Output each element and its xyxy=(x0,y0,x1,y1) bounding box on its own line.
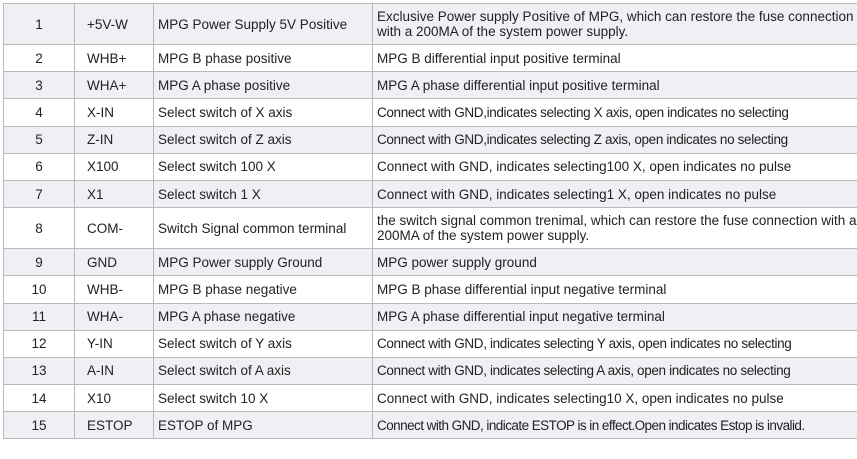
pin-number: 5 xyxy=(4,126,75,153)
pin-function: Switch Signal common terminal xyxy=(154,208,373,249)
pin-description: Connect with GND,indicates selecting X axis, open indicates no selecting xyxy=(373,99,857,126)
pin-number: 2 xyxy=(4,45,75,72)
signal-name: +5V-W xyxy=(75,4,154,45)
pin-number: 6 xyxy=(4,153,75,180)
pin-number: 14 xyxy=(4,385,75,412)
signal-name: WHB- xyxy=(75,276,154,303)
pin-function: Select switch 1 X xyxy=(154,180,373,207)
pin-function: Select switch of X axis xyxy=(154,99,373,126)
pin-function: Select switch 100 X xyxy=(154,153,373,180)
signal-name: X10 xyxy=(75,385,154,412)
signal-name: WHB+ xyxy=(75,45,154,72)
pin-function: Select switch 10 X xyxy=(154,385,373,412)
pin-number: 12 xyxy=(4,330,75,357)
signal-name: Y-IN xyxy=(75,330,154,357)
table-row xyxy=(4,385,857,412)
pin-description: MPG A phase differential input negative terminal xyxy=(373,303,857,330)
pin-description: Connect with GND, indicate ESTOP is in effect.Open indicates Estop is invalid. xyxy=(373,412,857,439)
table-row xyxy=(4,180,857,207)
pin-number: 1 xyxy=(4,4,75,45)
pin-function: Select switch of Y axis xyxy=(154,330,373,357)
pin-description: MPG A phase differential input positive terminal xyxy=(373,72,857,99)
signal-name: ESTOP xyxy=(75,412,154,439)
pin-description: Connect with GND, indicates selecting100 X, open indicates no pulse xyxy=(373,153,857,180)
pin-description: MPG B differential input positive terminal xyxy=(373,45,857,72)
pin-function: MPG A phase negative xyxy=(154,303,373,330)
table-row xyxy=(4,4,857,45)
pin-number: 7 xyxy=(4,180,75,207)
pin-description: Connect with GND, indicates selecting10 X, open indicates no pulse xyxy=(373,385,857,412)
pin-definition-table xyxy=(3,3,857,439)
pin-number: 9 xyxy=(4,249,75,276)
pin-number: 3 xyxy=(4,72,75,99)
pin-function: ESTOP of MPG xyxy=(154,412,373,439)
signal-name: X100 xyxy=(75,153,154,180)
table-row xyxy=(4,276,857,303)
signal-name: COM- xyxy=(75,208,154,249)
pin-number: 11 xyxy=(4,303,75,330)
signal-name: Z-IN xyxy=(75,126,154,153)
pin-function: MPG B phase positive xyxy=(154,45,373,72)
signal-name: WHA+ xyxy=(75,72,154,99)
pin-description: Connect with GND, indicates selecting A axis, open indicates no selecting xyxy=(373,357,857,384)
pin-description: Connect with GND, indicates selecting1 X, open indicates no pulse xyxy=(373,180,857,207)
pin-function: MPG B phase negative xyxy=(154,276,373,303)
signal-name: GND xyxy=(75,249,154,276)
table-row xyxy=(4,303,857,330)
pin-number: 10 xyxy=(4,276,75,303)
table-row xyxy=(4,45,857,72)
pin-number: 4 xyxy=(4,99,75,126)
pin-number: 8 xyxy=(4,208,75,249)
pin-description: MPG B phase differential input negative terminal xyxy=(373,276,857,303)
signal-name: X1 xyxy=(75,180,154,207)
table-row xyxy=(4,357,857,384)
pin-description: the switch signal common trenimal, which can restore the fuse connection with a 200MA of the system power supply. xyxy=(373,208,857,249)
pin-description: Connect with GND, indicates selecting Y axis, open indicates no selecting xyxy=(373,330,857,357)
signal-name: A-IN xyxy=(75,357,154,384)
table-row xyxy=(4,208,857,249)
pin-description: Connect with GND,indicates selecting Z axis, open indicates no selecting xyxy=(373,126,857,153)
table-row xyxy=(4,412,857,439)
pin-description: Exclusive Power supply Positive of MPG, which can restore the fuse connection with a 200MA of the system power supply. xyxy=(373,4,857,45)
pin-function: MPG Power supply Ground xyxy=(154,249,373,276)
pin-number: 15 xyxy=(4,412,75,439)
pin-description: MPG power supply ground xyxy=(373,249,857,276)
table-row xyxy=(4,99,857,126)
signal-name: X-IN xyxy=(75,99,154,126)
table-row xyxy=(4,126,857,153)
table-row xyxy=(4,249,857,276)
pin-function: MPG A phase positive xyxy=(154,72,373,99)
pin-function: Select switch of Z axis xyxy=(154,126,373,153)
signal-name: WHA- xyxy=(75,303,154,330)
table-row xyxy=(4,330,857,357)
table-row xyxy=(4,153,857,180)
pin-number: 13 xyxy=(4,357,75,384)
table-row xyxy=(4,72,857,99)
pin-function: MPG Power Supply 5V Positive xyxy=(154,4,373,45)
pin-function: Select switch of A axis xyxy=(154,357,373,384)
